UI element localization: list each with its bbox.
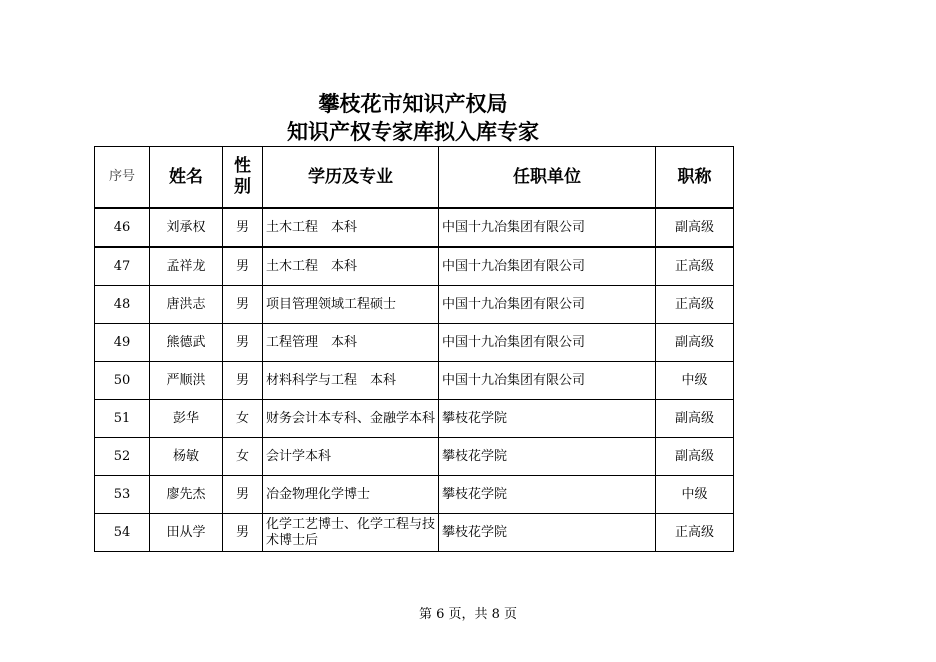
row-education: 土木工程 本科 xyxy=(263,247,439,286)
header-unit: 任职单位 xyxy=(439,147,656,209)
row-education: 化学工艺博士、化学工程与技术博士后 xyxy=(263,514,439,552)
table-row xyxy=(95,400,734,438)
row-title: 中级 xyxy=(656,476,734,514)
row-education: 材料科学与工程 本科 xyxy=(263,362,439,400)
row-no: 52 xyxy=(95,438,150,476)
row-gender: 男 xyxy=(223,324,263,362)
row-unit: 攀枝花学院 xyxy=(439,514,656,552)
row-title: 正高级 xyxy=(656,247,734,286)
row-title: 副高级 xyxy=(656,400,734,438)
row-no: 54 xyxy=(95,514,150,552)
row-name: 严顺洪 xyxy=(150,362,223,400)
row-no: 53 xyxy=(95,476,150,514)
row-name: 田从学 xyxy=(150,514,223,552)
row-no: 50 xyxy=(95,362,150,400)
row-title: 正高级 xyxy=(656,514,734,552)
header-name: 姓名 xyxy=(150,147,223,209)
row-name: 杨敏 xyxy=(150,438,223,476)
row-unit: 中国十九冶集团有限公司 xyxy=(439,324,656,362)
row-name: 刘承权 xyxy=(150,208,223,247)
row-name: 廖先杰 xyxy=(150,476,223,514)
row-title: 正高级 xyxy=(656,286,734,324)
row-education: 工程管理 本科 xyxy=(263,324,439,362)
row-education: 项目管理领域工程硕士 xyxy=(263,286,439,324)
header-education: 学历及专业 xyxy=(263,147,439,209)
row-no: 49 xyxy=(95,324,150,362)
row-gender: 女 xyxy=(223,438,263,476)
table-row xyxy=(95,438,734,476)
document-subtitle: 知识产权专家库拟入库专家 xyxy=(287,120,539,144)
table-row xyxy=(95,362,734,400)
table-row xyxy=(95,324,734,362)
row-unit: 攀枝花学院 xyxy=(439,438,656,476)
row-unit: 攀枝花学院 xyxy=(439,476,656,514)
row-name: 彭华 xyxy=(150,400,223,438)
row-unit: 中国十九冶集团有限公司 xyxy=(439,208,656,247)
row-education: 冶金物理化学博士 xyxy=(263,476,439,514)
row-name: 熊德武 xyxy=(150,324,223,362)
row-unit: 中国十九冶集团有限公司 xyxy=(439,247,656,286)
row-gender: 男 xyxy=(223,362,263,400)
row-education: 会计学本科 xyxy=(263,438,439,476)
row-title: 副高级 xyxy=(656,324,734,362)
row-education: 土木工程 本科 xyxy=(263,208,439,247)
row-name: 唐洪志 xyxy=(150,286,223,324)
header-gender: 性别 xyxy=(223,147,263,209)
row-title: 中级 xyxy=(656,362,734,400)
row-gender: 男 xyxy=(223,476,263,514)
row-gender: 男 xyxy=(223,247,263,286)
table-row xyxy=(95,208,734,247)
row-unit: 中国十九冶集团有限公司 xyxy=(439,362,656,400)
table-header-row xyxy=(95,147,734,209)
row-gender: 女 xyxy=(223,400,263,438)
row-unit: 攀枝花学院 xyxy=(439,400,656,438)
row-no: 47 xyxy=(95,247,150,286)
row-unit: 中国十九冶集团有限公司 xyxy=(439,286,656,324)
table-row xyxy=(95,514,734,552)
row-no: 48 xyxy=(95,286,150,324)
row-no: 46 xyxy=(95,208,150,247)
table-row xyxy=(95,476,734,514)
row-education: 财务会计本专科、金融学本科 xyxy=(263,400,439,438)
row-name: 孟祥龙 xyxy=(150,247,223,286)
table-row xyxy=(95,247,734,286)
page-footer: 第 6 页，共 8 页 xyxy=(418,607,518,622)
table-row xyxy=(95,286,734,324)
row-gender: 男 xyxy=(223,286,263,324)
header-title: 职称 xyxy=(656,147,734,209)
row-gender: 男 xyxy=(223,208,263,247)
document-title: 攀枝花市知识产权局 xyxy=(318,92,508,116)
row-title: 副高级 xyxy=(656,438,734,476)
row-title: 副高级 xyxy=(656,208,734,247)
experts-table xyxy=(94,146,734,552)
row-no: 51 xyxy=(95,400,150,438)
row-gender: 男 xyxy=(223,514,263,552)
header-no: 序号 xyxy=(95,147,150,209)
